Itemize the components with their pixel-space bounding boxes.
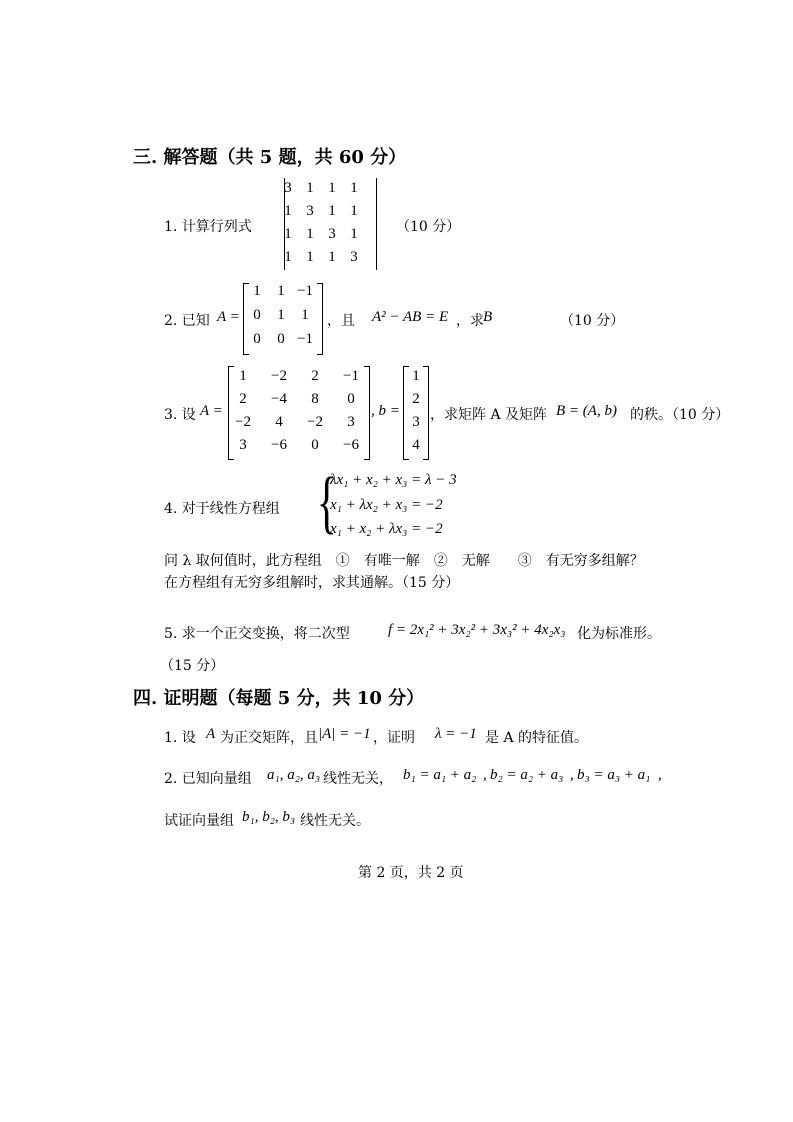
- s4-q1-mid: 为正交矩阵，且: [220, 730, 318, 746]
- s4-q2-line2-prefix: 试证向量组: [164, 813, 234, 829]
- s4-q2-b1: b₁ = a₁ + a₂: [403, 767, 477, 783]
- matrix-cell: 1: [253, 283, 261, 299]
- matrix-cell: −6: [343, 437, 359, 453]
- s4-q1-mid2: ，证明: [373, 730, 415, 746]
- q4-equation-3: x₁ + x₂ + λx₃ = −2: [330, 521, 443, 537]
- matrix-cell: 4: [275, 414, 283, 430]
- q2-ask: ，求: [456, 313, 484, 329]
- q4-label: 4. 对于线性方程组: [164, 501, 280, 517]
- q2-label: 2. 已知: [164, 313, 210, 329]
- q4-line-2: 在方程组有无穷多组解时，求其通解。（15 分）: [164, 575, 460, 591]
- matrix-cell: −2: [235, 414, 251, 430]
- matrix-cell: 0: [253, 307, 261, 323]
- matrix-cell: 0: [347, 391, 355, 407]
- q4-line-1: 问 λ 取何值时，此方程组 ① 有唯一解 ② 无解 ③ 有无穷多组解？: [164, 553, 644, 569]
- s4-q2-prefix: 2. 已知向量组: [164, 771, 252, 787]
- q2-condition-prefix: ，且: [327, 313, 355, 329]
- q2-ask-var: B: [483, 309, 493, 325]
- s4-q1-det: |A| = −1: [318, 726, 371, 742]
- det-right-bar: [376, 178, 377, 270]
- matrix-cell: 1: [350, 180, 358, 196]
- matrix-cell: −1: [343, 368, 359, 384]
- s4-q1-tail: 是 A 的特征值。: [485, 730, 589, 746]
- matrix-cell: 1: [328, 249, 336, 265]
- s4-q2-sep3: ,: [658, 767, 662, 783]
- s4-q2-b3: b₃ = a₃ + a₁: [577, 767, 651, 783]
- matrix-cell: 3: [412, 414, 420, 430]
- matrix-cell: 0: [277, 331, 285, 347]
- matrix-cell: 1: [284, 203, 292, 219]
- matrix-cell: 1: [350, 203, 358, 219]
- q4-equation-1: λx₁ + x₂ + x₃ = λ − 3: [330, 472, 457, 488]
- q1-label: 1. 计算行列式: [164, 219, 252, 235]
- s4-q2-vecs: a₁, a₂, a₃: [267, 767, 321, 783]
- matrix-cell: −2: [271, 368, 287, 384]
- section-4-title: 四. 证明题（每题 5 分，共 10 分）: [133, 688, 425, 709]
- s4-q2-line2-tail: 线性无关。: [300, 813, 370, 829]
- q5-tail: 化为标准形。: [577, 626, 661, 642]
- matrix-cell: 1: [301, 307, 309, 323]
- s4-q2-line2-vecs: b₁, b₂, b₃: [242, 809, 296, 825]
- s4-q1-var: A: [206, 726, 216, 742]
- matrix-cell: 1: [350, 226, 358, 242]
- matrix-cell: 3: [239, 437, 247, 453]
- q3-b-name: , b =: [371, 403, 400, 419]
- matrix-cell: −1: [297, 283, 313, 299]
- matrix-cell: 1: [328, 180, 336, 196]
- matrix-cell: 3: [306, 203, 314, 219]
- s4-q1-prefix: 1. 设: [164, 730, 196, 746]
- s4-q2-sep2: ,: [570, 767, 574, 783]
- matrix-cell: 1: [306, 249, 314, 265]
- q4-left-brace: {: [316, 464, 337, 541]
- q2-matrix-name: A =: [217, 309, 240, 325]
- q2-matrix: [243, 283, 323, 355]
- matrix-cell: 1: [306, 226, 314, 242]
- matrix-cell: 1: [277, 283, 285, 299]
- matrix-cell: 2: [239, 391, 247, 407]
- matrix-cell: 3: [328, 226, 336, 242]
- matrix-cell: −2: [307, 414, 323, 430]
- matrix-cell: 1: [284, 249, 292, 265]
- matrix-cell: 4: [412, 437, 420, 453]
- q3-expr: B = (A, b): [556, 403, 617, 419]
- q4-equation-2: x₁ + λx₂ + x₃ = −2: [330, 497, 443, 513]
- matrix-cell: 1: [277, 307, 285, 323]
- matrix-cell: −4: [271, 391, 287, 407]
- q3-label: 3. 设: [164, 407, 196, 423]
- s4-q1-lambda: λ = −1: [435, 726, 477, 742]
- q3-text2: 的秩。（10 分）: [630, 407, 730, 423]
- section-3-title: 三. 解答题（共 5 题，共 60 分）: [133, 147, 407, 168]
- q5-label: 5. 求一个正交变换，将二次型: [164, 626, 350, 642]
- matrix-cell: 3: [284, 180, 292, 196]
- matrix-cell: 2: [412, 391, 420, 407]
- matrix-cell: 1: [306, 180, 314, 196]
- matrix-cell: 0: [311, 437, 319, 453]
- matrix-cell: 1: [328, 203, 336, 219]
- s4-q2-b2: b₂ = a₂ + a₃: [490, 767, 564, 783]
- matrix-cell: 2: [311, 368, 319, 384]
- q2-condition: A² − AB = E: [372, 309, 449, 325]
- q1-determinant: [280, 178, 380, 272]
- matrix-cell: 1: [239, 368, 247, 384]
- matrix-cell: 1: [284, 226, 292, 242]
- matrix-cell: 3: [347, 414, 355, 430]
- matrix-cell: −6: [271, 437, 287, 453]
- matrix-cell: 1: [412, 368, 420, 384]
- q3-matrix-name: A =: [200, 403, 223, 419]
- matrix-cell: −1: [297, 331, 313, 347]
- matrix-cell: 8: [311, 391, 319, 407]
- matrix-cell: 3: [350, 249, 358, 265]
- page-footer: 第 2 页，共 2 页: [358, 865, 464, 881]
- q5-expr: f = 2x₁² + 3x₂² + 3x₃² + 4x₂x₃: [388, 622, 566, 638]
- q5-score: （15 分）: [160, 658, 225, 674]
- q3-text: ，求矩阵 A 及矩阵: [430, 407, 548, 423]
- s4-q2-mid: 线性无关，: [323, 771, 393, 787]
- s4-q2-sep1: ,: [483, 767, 487, 783]
- q1-score: （10 分）: [396, 219, 461, 235]
- q3-matrix-a: [228, 366, 370, 460]
- matrix-cell: 0: [253, 331, 261, 347]
- q3-vector-b: [403, 366, 429, 460]
- q2-score: （10 分）: [560, 313, 625, 329]
